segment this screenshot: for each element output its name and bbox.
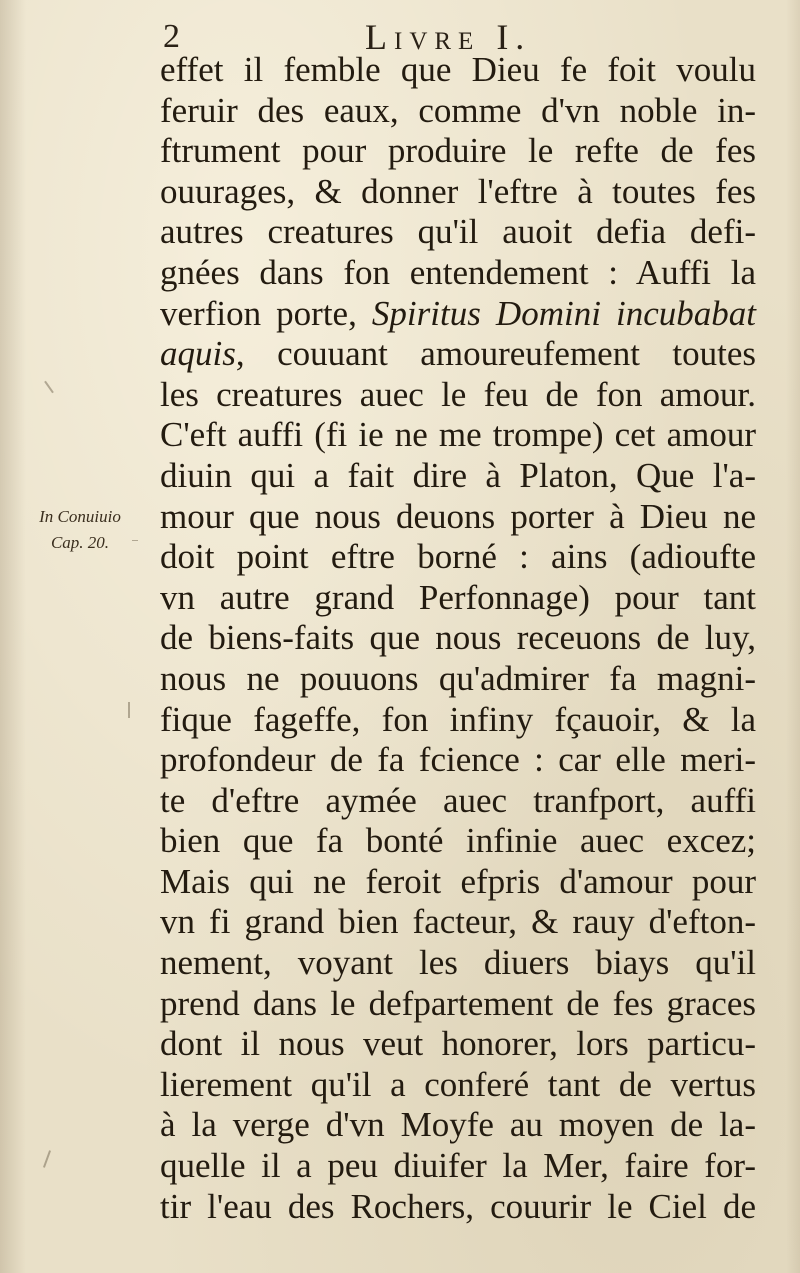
text-line-with-quote [160, 294, 756, 335]
text-line: Mais qui ne feroit efpris d'amour pour [160, 861, 756, 901]
text-line: de biens-faits que nous receuons de luy, [160, 618, 756, 658]
text-line: vn autre grand Perfonnage) pour tant [160, 577, 756, 617]
text-line: tir l'eau des Rochers, couurir le Ciel de [160, 1186, 756, 1226]
text-line: ouurages, & donner l'eftre à toutes fes [160, 171, 756, 211]
paper-speck [43, 1150, 51, 1168]
latin-quote-end: aquis [160, 334, 236, 374]
running-head: Livre I. [365, 17, 532, 57]
text-line-prefix: verfion porte, [160, 293, 372, 333]
text-line: les creatures auec le feu de fon amour. [160, 374, 756, 414]
text-line: effet il femble que Dieu fe foit voulu [160, 50, 756, 89]
page-number: 2 [163, 18, 180, 55]
text-line: vn fi grand bien facteur, & rauy d'efton- [160, 902, 756, 942]
text-line: feruir des eaux, comme d'vn noble in- [160, 90, 756, 130]
text-line: profondeur de fa fcience : car elle meri- [160, 740, 756, 780]
page-gutter-shadow [0, 0, 26, 1273]
text-line: bien que fa bonté infinie auec excez; [160, 821, 756, 861]
margin-note-line-2: Cap. 20. [50, 533, 110, 552]
text-line: nous ne pouuons qu'admirer fa magni- [160, 658, 756, 698]
text-line: diuin qui a fait dire à Platon, Que l'a- [160, 455, 756, 495]
text-line: fique fageffe, fon infiny fçauoir, & la [160, 699, 756, 739]
margin-note [30, 504, 130, 556]
latin-quote: Spiritus Domini incubabat [371, 293, 756, 333]
text-line: dont il nous veut honorer, lors particu- [160, 1024, 756, 1064]
text-line-with-quote [160, 334, 756, 375]
text-line: ftrument pour produire le refte de fes [160, 131, 756, 171]
text-line: te d'eftre aymée auec tranfport, auffi [160, 780, 756, 820]
text-line: à la verge d'vn Moyfe au moyen de la- [160, 1105, 756, 1145]
text-line: quelle il a peu diuifer la Mer, faire for- [160, 1146, 756, 1186]
paper-speck [128, 702, 130, 718]
text-line-suffix: , couuant amoureufement toutes [235, 334, 756, 374]
body-text [160, 50, 756, 1227]
page-edge-shadow [786, 0, 800, 1273]
text-line: C'eft auffi (fi ie ne me trompe) cet amour [160, 415, 756, 455]
margin-note-line-1: In Conuiuio [39, 507, 121, 526]
text-line: doit point eftre borné : ains (adioufte [160, 537, 756, 577]
text-line: prend dans le defpartement de fes graces [160, 983, 756, 1023]
text-line: gnées dans fon entendement : Auffi la [160, 252, 756, 292]
paper-speck [132, 540, 138, 541]
text-line: lierement qu'il a conferé tant de vertus [160, 1064, 756, 1104]
paper-speck [44, 381, 54, 394]
text-line: mour que nous deuons porter à Dieu ne [160, 496, 756, 536]
text-line: nement, voyant les diuers biays qu'il [160, 943, 756, 983]
text-line: autres creatures qu'il auoit defia defi- [160, 212, 756, 252]
